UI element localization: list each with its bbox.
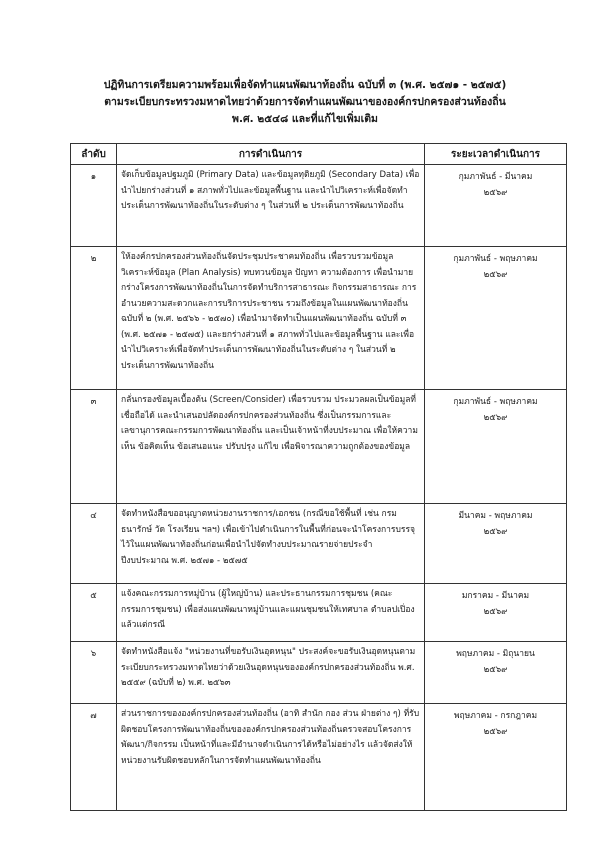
row-period: [425, 584, 567, 642]
row-activity: [117, 165, 425, 247]
row-number: ๕: [71, 584, 117, 642]
period-year: ๒๕๖๙: [483, 606, 508, 617]
row-activity: [117, 504, 425, 584]
row-number: ๗: [71, 704, 117, 811]
row-period: [425, 704, 567, 811]
table-header-row: [71, 144, 567, 165]
period-months: พฤษภาคม - กรกฎาคม: [453, 711, 538, 721]
row-number: ๖: [71, 642, 117, 704]
period-months: พฤษภาคม - มิถุนายน: [456, 649, 535, 659]
table-row: [71, 584, 567, 642]
row-activity: [117, 642, 425, 704]
row-activity: [117, 584, 425, 642]
period-year: ๒๕๖๙: [483, 526, 508, 537]
row-period: [425, 165, 567, 247]
row-activity: [117, 390, 425, 504]
period-year: ๒๕๖๙: [483, 269, 508, 280]
activity-text: กลั่นกรองข้อมูลเบื้องต้น (Screen/Consider) เพื่อรวบรวม ประมวลผลเป็นข้อมูลที่เชื่อถือได้ และนำเสนอปลัดองค์กรปกครองส่วนท้องถิ่น ซึ่งเป็นกรรมการและเลขานุการคณะกรรมการพัฒนาท้องถิ่น และเป็นเจ้าหน้าที่งบประมาณ เพื่อให้ความเห็น ข้อคิดเห็น ข้อเสนอแนะ ปรับปรุง แก้ไข เพื่อพิจารณาความถูกต้องของข้อมูล: [121, 395, 418, 452]
activity-text: แจ้งคณะกรรมการหมู่บ้าน (ผู้ใหญ่บ้าน) และประธานกรรมการชุมชน (คณะกรรมการชุมชน) เพื่อส่งแผนพัฒนาหมู่บ้านและแผนชุมชนให้เทศบาล ตำบลปเปิ่อง แล้วแต่กรณี: [121, 589, 415, 630]
period-months: มกราคม - มีนาคม: [461, 591, 530, 601]
document-title-line-3: พ.ศ. ๒๕๔๘ และที่แก้ไขเพิ่มเติม: [232, 113, 378, 125]
header-period: ระยะเวลาดำเนินการ: [425, 144, 567, 165]
row-period: [425, 642, 567, 704]
activity-text: ส่วนราชการขององค์กรปกครองส่วนท้องถิ่น (อาทิ สำนัก กอง ส่วน ฝ่ายต่าง ๆ) ที่รับผิดชอบโครงการพัฒนาท้องถิ่นขององค์กรปกครองส่วนท้องถิ่นตรวจสอบโครงการพัฒนา/กิจกรรม เป็นหน้าที่และมีอำนาจดำเนินการได้หรือไม่อย่างไร แล้วจัดส่งให้หน่วยงานรับผิดชอบหลักในการจัดทำแผนพัฒนาท้องถิ่น: [121, 709, 420, 766]
activity-text: จัดทำหนังสือแจ้ง "หน่วยงานที่ขอรับเงินอุดหนุน" ประสงค์จะขอรับเงินอุดหนุนตามระเบียบกระทรวงมหาดไทยว่าด้วยเงินอุดหนุนขององค์กรปกครองส่วนท้องถิ่น พ.ศ. ๒๕๕๙ (ฉบับที่ ๒) พ.ศ. ๒๕๖๓: [121, 647, 416, 688]
document-title-line-1: ปฏิทินการเตรียมความพร้อมเพื่อจัดทำแผนพัฒนาท้องถิ่น ฉบับที่ ๓ (พ.ศ. ๒๕๗๑ - ๒๕๗๕): [103, 79, 507, 91]
table-row: [71, 390, 567, 504]
table-row: [71, 504, 567, 584]
row-period: [425, 504, 567, 584]
row-period: [425, 247, 567, 390]
row-activity: [117, 704, 425, 811]
period-months: กุมภาพันธ์ - มีนาคม: [458, 172, 533, 182]
period-year: ๒๕๖๙: [483, 664, 508, 675]
period-year: ๒๕๖๙: [483, 187, 508, 198]
header-activity: การดำเนินการ: [117, 144, 425, 165]
period-months: กุมภาพันธ์ - พฤษภาคม: [453, 254, 538, 264]
row-number: ๓: [71, 390, 117, 504]
period-year: ๒๕๖๙: [483, 412, 508, 423]
table-row: [71, 704, 567, 811]
activity-text: จัดทำหนังสือขออนุญาตหน่วยงานราชการ/เอกชน (กรณีขอใช้พื้นที่ เช่น กรมธนารักษ์ วัด โรงเรียน ฯลฯ) เพื่อเข้าไปดำเนินการในพื้นที่ก่อนจะนำโครงการบรรจุไว้ในแผนพัฒนาท้องถิ่นก่อนเพื่อนำไปจัดทำงบประมาณรายจ่ายประจำปีงบประมาณ พ.ศ. ๒๕๗๑ - ๒๕๗๕: [121, 509, 416, 566]
row-number: ๑: [71, 165, 117, 247]
activity-text: ให้องค์กรปกครองส่วนท้องถิ่นจัดประชุมประชาคมท้องถิ่น เพื่อรวบรวมข้อมูล วิเคราะห์ข้อมูล (Plan Analysis) ทบทวนข้อมูล ปัญหา ความต้องการ เพื่อนำมายกร่างโครงการพัฒนาท้องถิ่นในการจัดทำบริการสาธารณะ กิจกรรมสาธารณะ การอำนวยความสะดวกและการบริการประชาชน รวมถึงข้อมูลในแผนพัฒนาท้องถิ่น ฉบับที่ ๒ (พ.ศ. ๒๕๖๖ - ๒๕๗๐) เพื่อนำมาจัดทำเป็นแผนพัฒนาท้องถิ่น ฉบับที่ ๓ (พ.ศ. ๒๕๗๑ - ๒๕๗๕) และยกร่างส่วนที่ ๑ สภาพทั่วไปและข้อมูลพื้นฐาน และเพื่อนำไปวิเคราะห์เพื่อจัดทำประเด็นการพัฒนาท้องถิ่นในระดับต่าง ๆ ในส่วนที่ ๒ ประเด็นการพัฒนาท้องถิ่น: [121, 252, 417, 371]
calendar-table: [70, 143, 567, 811]
row-number: ๒: [71, 247, 117, 390]
table-row: [71, 642, 567, 704]
table-row: [71, 247, 567, 390]
document-title-line-2: ตามระเบียบกระทรวงมหาดไทยว่าด้วยการจัดทำแผนพัฒนาขององค์กรปกครองส่วนท้องถิ่น: [104, 96, 506, 108]
row-period: [425, 390, 567, 504]
row-activity: [117, 247, 425, 390]
period-months: มีนาคม - พฤษภาคม: [458, 511, 533, 521]
activity-text: จัดเก็บข้อมูลปฐมภูมิ (Primary Data) และข้อมูลทุติยภูมิ (Secondary Data) เพื่อนำไปยกร่างส่วนที่ ๑ สภาพทั่วไปและข้อมูลพื้นฐาน และนำไปวิเคราะห์เพื่อจัดทำประเด็นการพัฒนาท้องถิ่นในระดับต่าง ๆ ในส่วนที่ ๒ ประเด็นการพัฒนาท้องถิ่น: [121, 170, 420, 211]
period-months: กุมภาพันธ์ - พฤษภาคม: [453, 397, 538, 407]
header-no: ลำดับ: [71, 144, 117, 165]
row-number: ๔: [71, 504, 117, 584]
period-year: ๒๕๖๙: [483, 726, 508, 737]
table-row: [71, 165, 567, 247]
